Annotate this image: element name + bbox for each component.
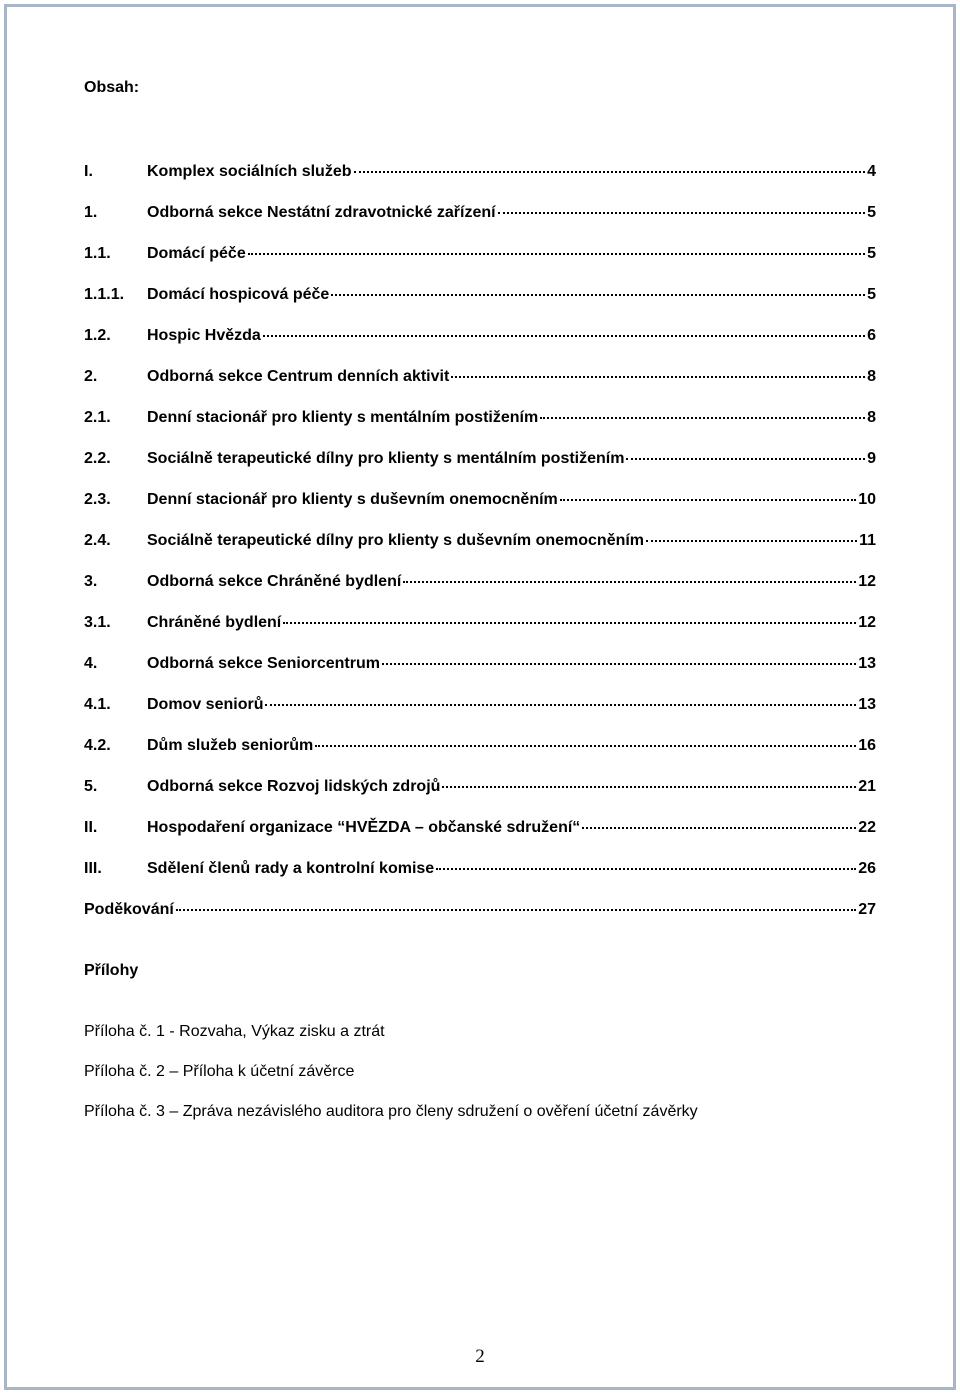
toc-entry-number: II. [84, 819, 98, 836]
dot-leader [498, 211, 866, 214]
toc-entry-page: 6 [867, 327, 876, 344]
toc-entry[interactable] [84, 612, 876, 634]
toc-entry-number: 4.2. [84, 737, 111, 754]
toc-entry-page: 8 [867, 368, 876, 385]
toc-entry-page: 5 [867, 286, 876, 303]
toc-entry-page: 11 [859, 532, 876, 549]
dot-leader [265, 703, 856, 706]
toc-entry-title: Chráněné bydlení [147, 614, 282, 631]
toc-entry-page: 8 [867, 409, 876, 426]
toc-entry-number: 2. [84, 368, 98, 385]
dot-leader [382, 662, 856, 665]
toc-entry-title: Odborná sekce Rozvoj lidských zdrojů [147, 778, 441, 795]
toc-entry-number: 2.4. [84, 532, 111, 549]
toc-entry-page: 13 [858, 655, 876, 672]
toc-entry-number: 1. [84, 204, 98, 221]
toc-entry-page: 21 [858, 778, 876, 795]
toc-entry-page: 12 [858, 573, 876, 590]
toc-entry-title: Hospic Hvězda [147, 327, 261, 344]
toc-entry[interactable] [84, 202, 876, 224]
dot-leader [540, 416, 865, 419]
toc-entry-page: 26 [858, 860, 876, 877]
toc-entry-number: 4.1. [84, 696, 111, 713]
toc-entry[interactable] [84, 653, 876, 675]
toc-entry[interactable] [84, 366, 876, 388]
toc-entry-page: 16 [858, 737, 876, 754]
dot-leader [331, 293, 865, 296]
toc-entry-page: 9 [867, 450, 876, 467]
dot-leader [442, 785, 856, 788]
toc-entry[interactable] [84, 284, 876, 306]
toc-entry-title: Hospodaření organizace “HVĚZDA – občanské sdružení“ [147, 819, 581, 836]
dot-leader [176, 908, 856, 911]
toc-entry[interactable] [84, 817, 876, 839]
toc-entry-title: Sociálně terapeutické dílny pro klienty s mentálním postižením [147, 450, 625, 467]
toc-entry-page: 13 [858, 696, 876, 713]
toc-entry-title: Denní stacionář pro klienty s duševním onemocněním [147, 491, 558, 508]
toc-entry-page: 12 [858, 614, 876, 631]
toc-entry-page: 22 [858, 819, 876, 836]
page-number: 2 [475, 1346, 485, 1367]
toc-entry-thanks[interactable] [84, 899, 876, 921]
toc-entry-page: 10 [858, 491, 876, 508]
dot-leader [403, 580, 856, 583]
toc-entry-title: Odborná sekce Centrum denních aktivit [147, 368, 450, 385]
toc-entry-number: III. [84, 860, 102, 877]
toc-entry-number: 4. [84, 655, 98, 672]
toc-entry-page: 27 [858, 901, 876, 918]
toc-entry-number: 2.1. [84, 409, 111, 426]
toc-entry-number: 2.3. [84, 491, 111, 508]
toc-entry-title: Domov seniorů [147, 696, 264, 713]
dot-leader [582, 826, 856, 829]
toc-entry[interactable] [84, 489, 876, 511]
toc-entry-number: 3. [84, 573, 98, 590]
toc-entry-title: Odborná sekce Nestátní zdravotnické zařízení [147, 204, 496, 221]
toc-entry[interactable] [84, 858, 876, 880]
toc-entry-number: 2.2. [84, 450, 111, 467]
dot-leader [248, 252, 865, 255]
toc-entry[interactable] [84, 694, 876, 716]
dot-leader [263, 334, 865, 337]
toc-entry[interactable] [84, 243, 876, 265]
dot-leader [626, 457, 865, 460]
appendix-item: Příloha č. 1 - Rozvaha, Výkaz zisku a ztrát [84, 1023, 385, 1040]
toc-entry[interactable] [84, 571, 876, 593]
toc-entry-page: 4 [867, 163, 876, 180]
toc-entry[interactable] [84, 325, 876, 347]
toc-entry-title: Denní stacionář pro klienty s mentálním postižením [147, 409, 539, 426]
appendix-item: Příloha č. 2 – Příloha k účetní závěrce [84, 1063, 355, 1080]
appendix-item: Příloha č. 3 – Zpráva nezávislého auditora pro členy sdružení o ověření účetní závěrky [84, 1103, 698, 1120]
toc-entry[interactable] [84, 776, 876, 798]
toc-entry-title: Sdělení členů rady a kontrolní komise [147, 860, 435, 877]
toc-entry-title: Komplex sociálních služeb [147, 163, 352, 180]
toc-entry-title: Domácí hospicová péče [147, 286, 330, 303]
toc-entry-title: Poděkování [84, 901, 174, 918]
toc-entry-page: 5 [867, 245, 876, 262]
dot-leader [354, 170, 866, 173]
toc-entry-number: 1.1. [84, 245, 111, 262]
toc-entry-title: Sociálně terapeutické dílny pro klienty s duševním onemocněním [147, 532, 645, 549]
dot-leader [315, 744, 856, 747]
toc-entry-number: I. [84, 163, 93, 180]
toc-heading: Obsah: [84, 79, 140, 96]
toc-entry-title: Odborná sekce Chráněné bydlení [147, 573, 402, 590]
toc-entry-title: Dům služeb seniorům [147, 737, 314, 754]
dot-leader [436, 867, 856, 870]
toc-entry-number: 5. [84, 778, 98, 795]
toc-entry-title: Odborná sekce Seniorcentrum [147, 655, 380, 672]
toc-entry-number: 1.1.1. [84, 286, 125, 303]
toc-entry-number: 3.1. [84, 614, 111, 631]
toc-entry[interactable] [84, 530, 876, 552]
dot-leader [560, 498, 856, 501]
toc-entry-title: Domácí péče [147, 245, 246, 262]
dot-leader [646, 539, 857, 542]
toc-entry[interactable] [84, 735, 876, 757]
dot-leader [451, 375, 865, 378]
toc-entry-number: 1.2. [84, 327, 111, 344]
toc-entry[interactable] [84, 161, 876, 183]
toc-entry[interactable] [84, 407, 876, 429]
toc-entry-page: 5 [867, 204, 876, 221]
appendix-heading: Přílohy [84, 962, 139, 979]
dot-leader [283, 621, 856, 624]
toc-entry[interactable] [84, 448, 876, 470]
